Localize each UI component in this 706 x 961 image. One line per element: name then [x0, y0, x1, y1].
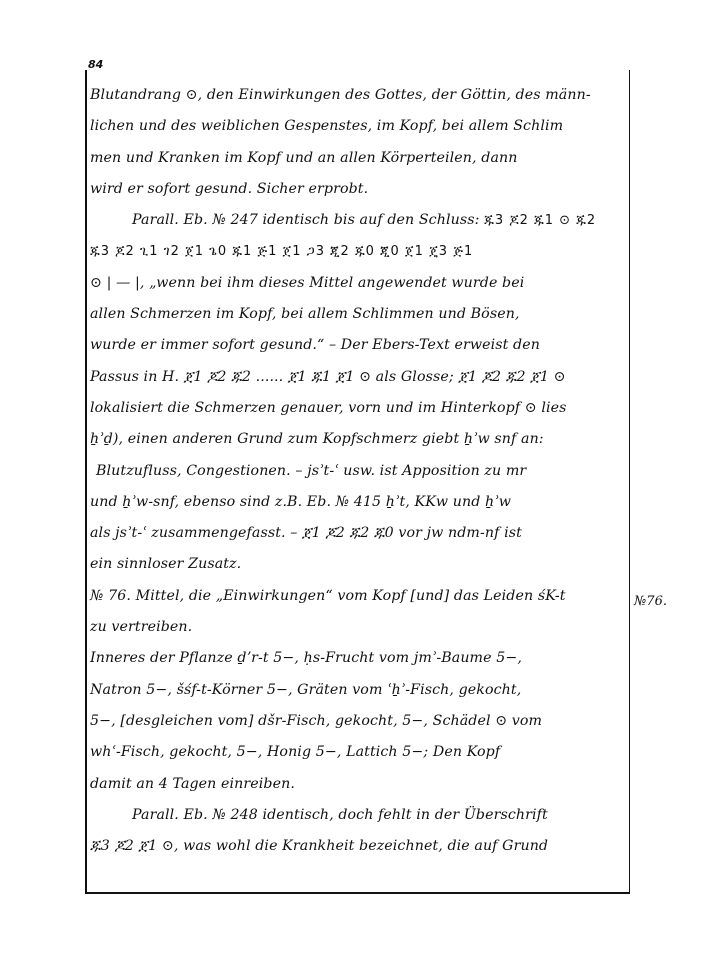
text-line: № 76. Mittel, die „Einwirkungen“ vom Kopf [und] das Leiden śK-t — [90, 587, 566, 604]
manuscript-text — [90, 80, 630, 862]
text-line: ein sinnloser Zusatz. — [90, 556, 242, 573]
hieroglyph-group: ጁ3 ጆ2 ጁ1 ⊙ ጁ2 — [484, 213, 597, 229]
margin-note: №76. — [634, 594, 667, 609]
text-line: Blutandrang ⊙, den Einwirkungen des Gottes, der Göttin, des männ- — [90, 87, 591, 103]
hieroglyph-line: ጁ3 ጆ2 ጊ1 ገ2 ጀ1 ጌ0 ጁ1 ጅ1 ጀ1 ጋ3 ጂ2 ጁ0 ጂ0 ጀ1 ጄ3 ጅ1 — [90, 244, 474, 260]
text-line: Inneres der Pflanze ḏʼr-t 5−, ḥs-Frucht vom jmʾ-Baume 5−, — [90, 650, 522, 667]
text-line: lichen und des weiblichen Gespenstes, im Kopf, bei allem Schlim — [90, 118, 564, 135]
text-line: als jsʾt-ʿ zusammengefasst. – ጀ1 ጆ2 ጁ2 ጁ0 vor jw ndm-nf ist — [90, 525, 522, 542]
text-line: Parall. Eb. № 248 identisch, doch fehlt in der Überschrift — [132, 806, 548, 823]
text-line: men und Kranken im Kopf und an allen Körperteilen, dann — [90, 149, 518, 166]
text-line: lokalisiert die Schmerzen genauer, vorn und im Hinterkopf ⊙ lies — [90, 399, 567, 416]
text-line: und ẖʾw-snf, ebenso sind z.B. Eb. № 415 ẖʾt, KKw und ẖʾw — [90, 493, 511, 510]
page-number: 84 — [88, 58, 104, 71]
text-line: wurde er immer sofort gesund.“ – Der Ebers-Text erweist den — [90, 337, 540, 354]
text-line: zu vertreiben. — [90, 619, 193, 636]
text-line: wird er sofort gesund. Sicher erprobt. — [90, 180, 369, 197]
text-line: ጁ3 ጆ2 ጀ1 ⊙, was wohl die Krankheit bezeichnet, die auf Grund — [90, 838, 549, 855]
text-line: Passus in H. ጀ1 ጆ2 ጁ2 ...... ጀ1 ጁ1 ጀ1 ⊙ als Glosse; ጀ1 ጆ2 ጁ2 ጀ1 ⊙ — [90, 368, 566, 385]
text-line: ẖʾḏ), einen anderen Grund zum Kopfschmerz giebt ẖʾw snf an: — [90, 431, 544, 448]
text-line-content: Parall. Eb. № 247 identisch bis auf den Schluss: — [132, 212, 480, 229]
text-line: Blutzufluss, Congestionen. – jsʾt-ʿ usw. ist Apposition zu mr — [96, 462, 527, 479]
text-line — [90, 205, 630, 236]
text-line: damit an 4 Tagen einreiben. — [90, 775, 295, 792]
text-line: ⊙ | — |, „wenn bei ihm dieses Mittel angewendet wurde bei — [90, 274, 525, 291]
text-line: Natron 5−, šśf-t-Körner 5−, Gräten vom ʿẖʾ-Fisch, gekocht, — [90, 681, 522, 698]
text-line: whʿ-Fisch, gekocht, 5−, Honig 5−, Lattich 5−; Den Kopf — [90, 744, 501, 761]
text-line: 5−, [desgleichen vom] dšr-Fisch, gekocht, 5−, Schädel ⊙ vom — [90, 712, 543, 729]
text-line: allen Schmerzen im Kopf, bei allem Schlimmen und Bösen, — [90, 306, 520, 323]
